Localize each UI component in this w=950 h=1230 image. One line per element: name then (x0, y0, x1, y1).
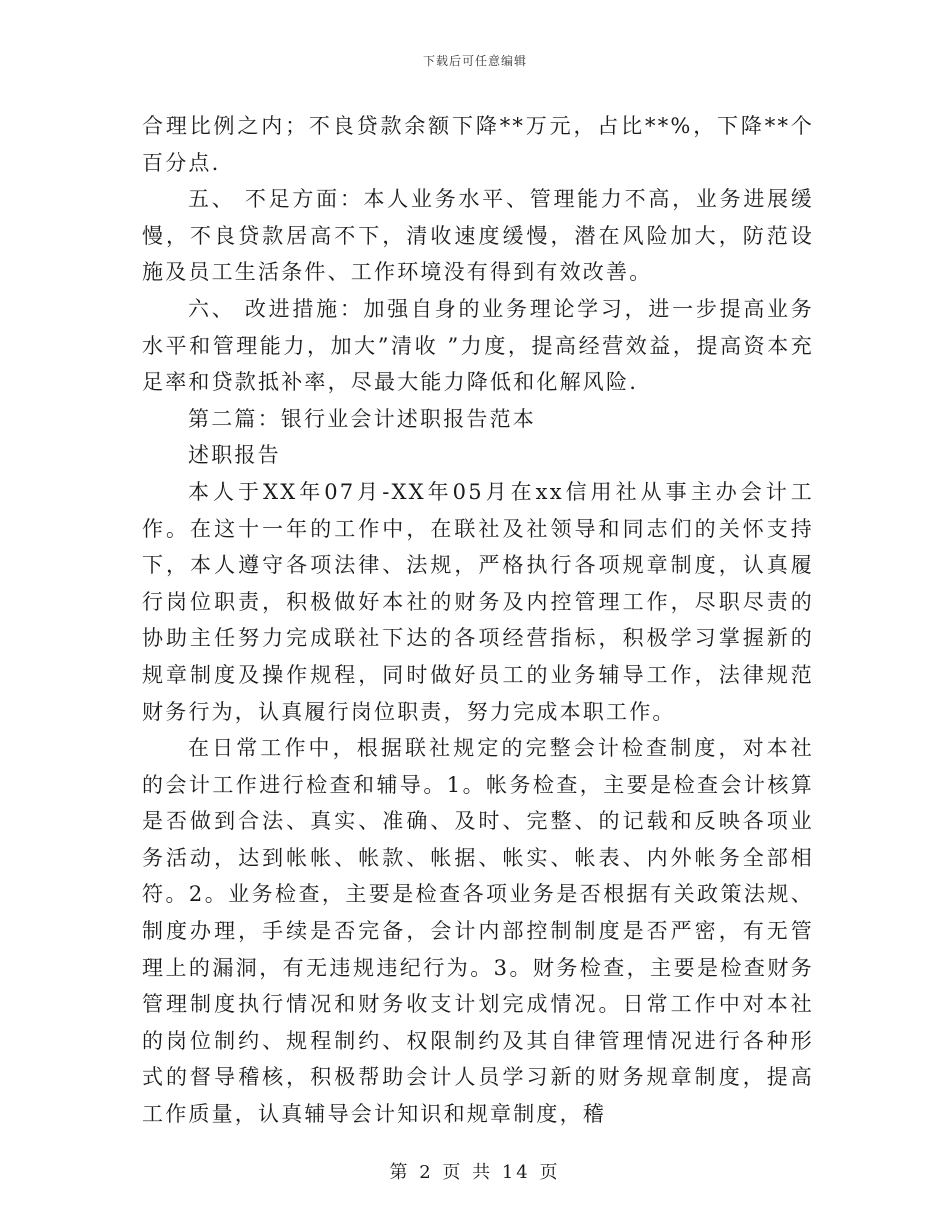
paragraph-6: 本人于XX年07月-XX年05月在xx信用社从事主办会计工作。在这十一年的工作中，在联社及社领导和同志们的关怀支持下，本人遵守各项法律、法规，严格执行各项规章制度，认真履行岗位职责，积极做好本社的财务及内控管理工作，尽职尽责的协助主任努力完成联社下达的各项经营指标，积极学习掌握新的规章制度及操作规程，同时做好员工的业务辅导工作，法律规范财务行为，认真履行岗位职责，努力完成本职工作。 (142, 479, 814, 724)
paragraph-7: 在日常工作中，根据联社规定的完整会计检查制度，对本社的会计工作进行检查和辅导。1。帐务检查，主要是检查会计核算是否做到合法、真实、准确、及时、完整、的记载和反映各项业务活动，达到帐帐、帐款、帐据、帐实、帐表、内外帐务全部相符。2。业务检查，主要是检查各项业务是否根据有关政策法规、制度办理，手续是否完备，会计内部控制制度是否严密，有无管理上的漏洞，有无违规违纪行为。3。财务检查，主要是检查财务管理制度执行情况和财务收支计划完成情况。日常工作中对本社的岗位制约、规程制约、权限制约及其自律管理情况进行各种形式的督导稽核，积极帮助会计人员学习新的财务规章制度，提高工作质量，认真辅导会计知识和规章制度，稽 (142, 736, 814, 1127)
page-header: 下载后可任意编辑 (422, 54, 527, 68)
paragraph-2: 五、 不足方面：本人业务水平、管理能力不高，业务进展缓慢，不良贷款居高不下，清收速度缓慢，潜在风险加大，防范设施及员工生活条件、工作环境没有得到有效改善。 (142, 187, 814, 285)
page-number: 第 2 页 共 14 页 (389, 1162, 561, 1183)
paragraph-1: 合理比例之内；不良贷款余额下降**万元，占比**%，下降**个百分点. (142, 114, 814, 175)
document-body (142, 108, 814, 1133)
paragraph-3: 六、 改进措施：加强自身的业务理论学习，进一步提高业务水平和管理能力，加大”清收 ”力度，提高经营效益，提高资本充足率和贷款抵补率，尽最大能力降低和化解风险. (142, 296, 814, 395)
report-title: 述职报告 (188, 443, 281, 468)
section-heading: 第二篇：银行业会计述职报告范本 (188, 406, 536, 431)
